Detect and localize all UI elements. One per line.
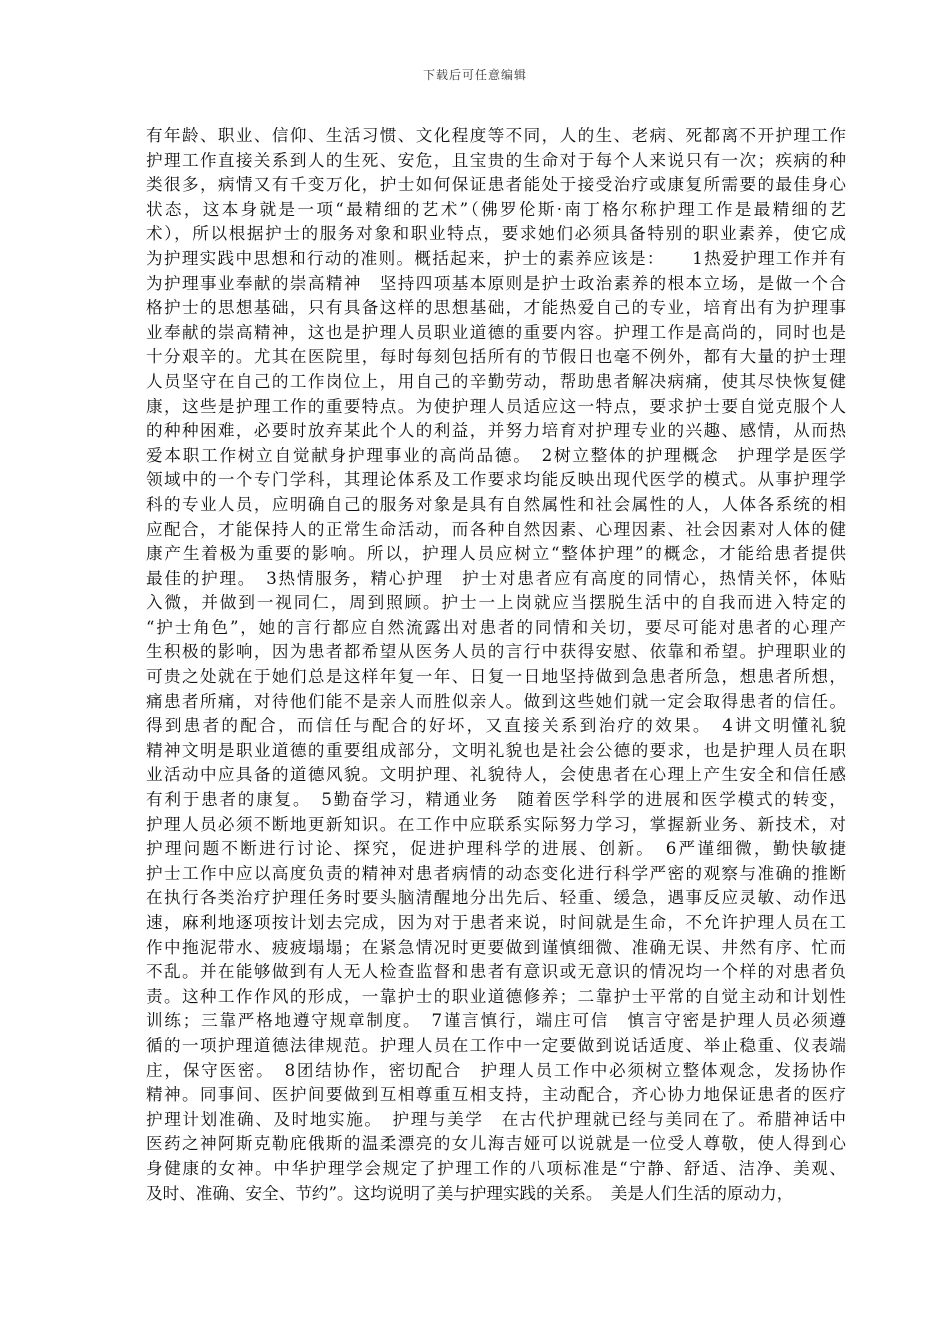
text-line: 得到患者的配合，而信任与配合的好坏，又直接关系到治疗的效果。 4讲文明懂礼貌 [146,716,846,736]
text-line: 十分艰辛的。尤其在医院里，每时每刻包括所有的节假日也毫不例外，都有大量的护士理 [146,347,846,367]
text-line: 领域中的一个专门学科，其理论体系及工作要求均能反映出现代医学的模式。从事护理学 [146,470,846,490]
text-line: 的种种困难，必要时放弃某此个人的利益，并努力培育对护理专业的兴趣、感情，从而热 [146,421,846,441]
text-line: 科的专业人员，应明确自己的服务对象是具有自然属性和社会属性的人，人体各系统的相 [146,494,846,514]
text-line: 作中拖泥带水、疲疲塌塌；在紧急情况时更要做到谨慎细微、准确无误、井然有序、忙而 [146,937,846,957]
text-line: 业奉献的崇高精神，这也是护理人员职业道德的重要内容。护理工作是高尚的，同时也是 [146,322,846,342]
text-line: 可贵之处就在于她们总是这样年复一年、日复一日地坚持做到急患者所急，想患者所想， [146,667,846,687]
text-line: 速，麻利地逐项按计划去完成，因为对于患者来说，时间就是生命，不允许护理人员在工 [146,913,846,932]
text-line: 有利于患者的康复。 5勤奋学习，精通业务 随着医学科学的进展和医学模式的转变， [146,790,846,810]
text-line: 不乱。并在能够做到有人无人检查监督和患者有意识或无意识的情况均一个样的对患者负 [146,962,846,982]
text-line: 有年龄、职业、信仰、生活习惯、文化程度等不同，人的生、老病、死都离不开护理工作 [146,126,846,145]
text-line: 责。这种工作作风的形成，一靠护士的职业道德修养；二靠护士平常的自觉主动和计划性 [146,986,846,1006]
text-line: 状态，这本身就是一项“最精细的艺术”（佛罗伦斯·南丁格尔称护理工作是最精细的艺 [146,199,846,219]
text-line: 最佳的护理。 3热情服务，精心护理 护士对患者应有高度的同情心，热情关怀，体贴 [146,568,846,588]
text-line: 训练；三靠严格地遵守规章制度。 7谨言慎行，端庄可信 慎言守密是护理人员必须遵 [146,1011,846,1031]
text-line: 应配合，才能保持人的正常生命活动，而各种自然因素、心理因素、社会因素对人体的健 [146,519,846,539]
text-line: 康产生着极为重要的影响。所以，护理人员应树立“整体护理”的概念，才能给患者提供 [146,544,846,564]
text-line: 医药之神阿斯克勒庇俄斯的温柔漂亮的女儿海吉娅可以说就是一位受人尊敬，使人得到心 [146,1134,846,1154]
body-text [146,124,846,1206]
text-line: 护理计划准确、及时地实施。 护理与美学 在古代护理就已经与美同在了。希腊神话中 [146,1109,846,1129]
text-line: 护理人员必须不断地更新知识。在工作中应联系实际努力学习，掌握新业务、新技术，对 [146,814,846,834]
text-line: 格护士的思想基础，只有具备这样的思想基础，才能热爱自己的专业，培育出有为护理事 [146,298,846,318]
text-line: 类很多，病情又有千变万化，护士如何保证患者能处于接受治疗或康复所需要的最佳身心 [146,175,846,195]
text-line: 护士工作中应以高度负责的精神对患者病情的动态变化进行科学严密的观察与准确的推断 [146,863,846,883]
text-line: 人员坚守在自己的工作岗位上，用自己的辛勤劳动，帮助患者解决病痛，使其尽快恢复健 [146,371,846,391]
text-line: 术），所以根据护士的服务对象和职业特点，要求她们必须具备特别的职业素养，使它成 [146,224,846,244]
text-line: 为护理实践中思想和行动的准则。概括起来，护士的素养应该是： 1热爱护理工作并有 [146,248,846,268]
text-line: 身健康的女神。中华护理学会规定了护理工作的八项标准是“宁静、舒适、洁净、美观、 [146,1158,846,1178]
text-line: 循的一项护理道德法律规范。护理人员在工作中一定要做到说话适度、举止稳重、仪表端 [146,1035,846,1055]
text-line: 精神文明是职业道德的重要组成部分，文明礼貌也是社会公德的要求，也是护理人员在职 [146,740,846,760]
text-line: 业活动中应具备的道德风貌。文明护理、礼貌待人，会使患者在心理上产生安全和信任感 [146,765,846,785]
text-line: 痛患者所痛，对待他们能不是亲人而胜似亲人。做到这些她们就一定会取得患者的信任。 [146,691,846,711]
text-line: 康，这些是护理工作的重要特点。为使护理人员适应这一特点，要求护士要自觉克服个人 [146,396,846,416]
text-line: 护理问题不断进行讨论、探究，促进护理科学的进展、创新。 6严谨细微，勤快敏捷 [146,839,846,859]
text-line: 生积极的影响，因为患者都希望从医务人员的言行中获得安慰、依靠和希望。护理职业的 [146,642,846,662]
text-line: 入微，并做到一视同仁，周到照顾。护士一上岗就应当摆脱生活中的自我而进入特定的 [146,593,846,613]
text-line: 在执行各类治疗护理任务时要头脑清醒地分出先后、轻重、缓急，遇事反应灵敏、动作迅 [146,888,846,908]
text-line: “护士角色”，她的言行都应自然流露出对患者的同情和关切，要尽可能对患者的心理产 [146,617,846,637]
text-line: 及时、准确、安全、节约”。这均说明了美与护理实践的关系。 美是人们生活的原动力， [146,1183,794,1203]
text-line: 庄，保守医密。 8团结协作，密切配合 护理人员工作中必须树立整体观念，发扬协作 [146,1060,846,1080]
text-line: 护理工作直接关系到人的生死、安危，且宝贵的生命对于每个人来说只有一次；疾病的种 [146,150,846,170]
text-line: 精神。同事间、医护间要做到互相尊重互相支持，主动配合，齐心协力地保证患者的医疗 [146,1085,846,1105]
text-line: 爱本职工作树立自觉献身护理事业的高尚品德。 2树立整体的护理概念 护理学是医学 [146,445,846,465]
page-header: 下载后可任意编辑 [422,68,527,82]
text-line: 为护理事业奉献的崇高精神 坚持四项基本原则是护士政治素养的根本立场，是做一个合 [146,273,846,293]
